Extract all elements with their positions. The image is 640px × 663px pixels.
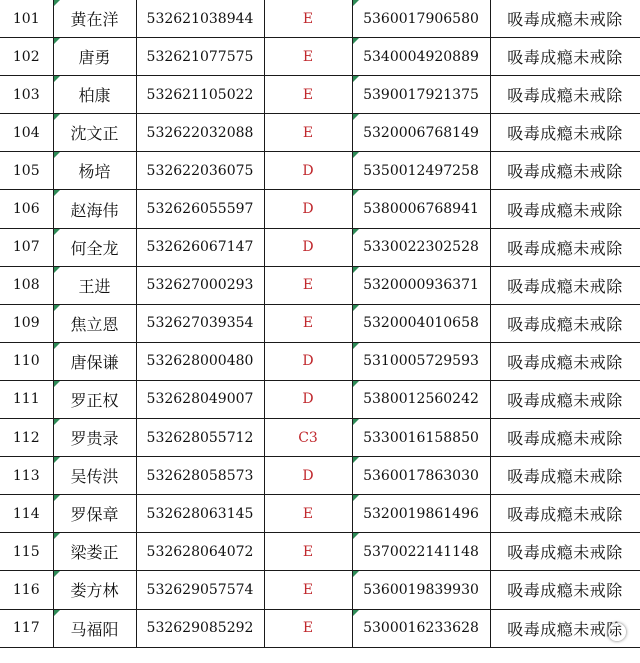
cell-reason[interactable]: 吸毒成瘾未戒除 [490,419,640,457]
cell-name[interactable]: 杨培 [53,152,136,190]
cell-name[interactable]: 罗贵录 [53,419,136,457]
cell-id-number[interactable]: 532628000480 [136,342,264,380]
cell-grade[interactable]: D [264,190,352,228]
cell-grade[interactable]: E [264,0,352,38]
cell-reason[interactable]: 吸毒成瘾未戒除 [490,380,640,418]
cell-code[interactable]: 5310005729593 [352,342,490,380]
cell-reason[interactable]: 吸毒成瘾未戒除 [490,304,640,342]
cell-code[interactable]: 5360017906580 [352,0,490,38]
cell-id-number[interactable]: 532621077575 [136,38,264,76]
table-row [0,190,640,228]
table-row [0,571,640,609]
cell-name[interactable]: 吴传洪 [53,457,136,495]
table-row [0,38,640,76]
cell-name[interactable]: 马福阳 [53,609,136,647]
cell-code[interactable]: 5380012560242 [352,380,490,418]
table-row [0,342,640,380]
cell-grade[interactable]: E [264,495,352,533]
cell-grade[interactable]: E [264,114,352,152]
cell-id-number[interactable]: 532629085292 [136,609,264,647]
table-row [0,419,640,457]
cell-code[interactable]: 5340004920889 [352,38,490,76]
cell-code[interactable]: 5380006768941 [352,190,490,228]
table-row [0,0,640,38]
cell-reason[interactable]: 吸毒成瘾未戒除 [490,0,640,38]
cell-id-number[interactable]: 532628058573 [136,457,264,495]
cell-number[interactable]: 112 [0,419,53,457]
cell-name[interactable]: 唐勇 [53,38,136,76]
cell-grade[interactable]: D [264,152,352,190]
cell-code[interactable]: 5390017921375 [352,76,490,114]
cell-reason[interactable]: 吸毒成瘾未戒除 [490,152,640,190]
table-row [0,228,640,266]
cell-id-number[interactable]: 532621105022 [136,76,264,114]
cell-code[interactable]: 5370022141148 [352,533,490,571]
cell-number[interactable]: 116 [0,571,53,609]
cell-reason[interactable]: 吸毒成瘾未戒除 [490,609,640,647]
cell-number[interactable]: 106 [0,190,53,228]
cell-grade[interactable]: E [264,609,352,647]
cell-reason[interactable]: 吸毒成瘾未戒除 [490,114,640,152]
cell-name[interactable]: 黄在洋 [53,0,136,38]
table-row [0,495,640,533]
cell-number[interactable]: 104 [0,114,53,152]
cell-code[interactable]: 5330022302528 [352,228,490,266]
cell-name[interactable]: 王进 [53,266,136,304]
cell-id-number[interactable]: 532628055712 [136,419,264,457]
cell-grade[interactable]: D [264,342,352,380]
cell-number[interactable]: 110 [0,342,53,380]
cell-id-number[interactable]: 532621038944 [136,0,264,38]
table-row [0,533,640,571]
cell-reason[interactable]: 吸毒成瘾未戒除 [490,266,640,304]
cell-id-number[interactable]: 532626055597 [136,190,264,228]
cell-reason[interactable]: 吸毒成瘾未戒除 [490,38,640,76]
wechat-icon [608,623,626,641]
cell-grade[interactable]: E [264,76,352,114]
cell-number[interactable]: 109 [0,304,53,342]
cell-grade[interactable]: D [264,228,352,266]
cell-number[interactable]: 101 [0,0,53,38]
cell-id-number[interactable]: 532629057574 [136,571,264,609]
cell-number[interactable]: 117 [0,609,53,647]
cell-number[interactable]: 114 [0,495,53,533]
cell-reason[interactable]: 吸毒成瘾未戒除 [490,495,640,533]
cell-name[interactable]: 唐保谦 [53,342,136,380]
cell-code[interactable]: 5320006768149 [352,114,490,152]
table-row [0,609,640,647]
cell-name[interactable]: 罗保章 [53,495,136,533]
cell-name[interactable]: 赵海伟 [53,190,136,228]
cell-reason[interactable]: 吸毒成瘾未戒除 [490,457,640,495]
cell-name[interactable]: 娄方林 [53,571,136,609]
cell-grade[interactable]: E [264,533,352,571]
cell-code[interactable]: 5320004010658 [352,304,490,342]
cell-reason[interactable]: 吸毒成瘾未戒除 [490,190,640,228]
cell-name[interactable]: 罗正权 [53,380,136,418]
cell-id-number[interactable]: 532628063145 [136,495,264,533]
cell-name[interactable]: 梁娄正 [53,533,136,571]
cell-grade[interactable]: E [264,266,352,304]
cell-name[interactable]: 焦立恩 [53,304,136,342]
cell-grade[interactable]: D [264,380,352,418]
cell-id-number[interactable]: 532627039354 [136,304,264,342]
cell-reason[interactable]: 吸毒成瘾未戒除 [490,76,640,114]
cell-name[interactable]: 沈文正 [53,114,136,152]
table-row [0,457,640,495]
cell-reason[interactable]: 吸毒成瘾未戒除 [490,571,640,609]
cell-reason[interactable]: 吸毒成瘾未戒除 [490,342,640,380]
cell-code[interactable]: 5300016233628 [352,609,490,647]
cell-name[interactable]: 柏康 [53,76,136,114]
cell-grade[interactable]: C3 [264,419,352,457]
cell-id-number[interactable]: 532627000293 [136,266,264,304]
cell-id-number[interactable]: 532628064072 [136,533,264,571]
cell-name[interactable]: 何全龙 [53,228,136,266]
cell-number[interactable]: 108 [0,266,53,304]
cell-code[interactable]: 5330016158850 [352,419,490,457]
table-row [0,114,640,152]
cell-code[interactable]: 5360019839930 [352,571,490,609]
table-row [0,380,640,418]
cell-code[interactable]: 5320000936371 [352,266,490,304]
table-row [0,152,640,190]
cell-grade[interactable]: D [264,457,352,495]
cell-code[interactable]: 5350012497258 [352,152,490,190]
cell-reason[interactable]: 吸毒成瘾未戒除 [490,228,640,266]
cell-grade[interactable]: E [264,38,352,76]
table-row [0,304,640,342]
cell-number[interactable]: 113 [0,457,53,495]
cell-number[interactable]: 111 [0,380,53,418]
cell-number[interactable]: 103 [0,76,53,114]
cell-number[interactable]: 115 [0,533,53,571]
cell-number[interactable]: 102 [0,38,53,76]
cell-number[interactable]: 105 [0,152,53,190]
table-row [0,266,640,304]
table-row [0,76,640,114]
cell-id-number[interactable]: 532622032088 [136,114,264,152]
cell-code[interactable]: 5320019861496 [352,495,490,533]
cell-code[interactable]: 5360017863030 [352,457,490,495]
cell-grade[interactable]: E [264,304,352,342]
cell-grade[interactable]: E [264,571,352,609]
cell-id-number[interactable]: 532622036075 [136,152,264,190]
cell-reason[interactable]: 吸毒成瘾未戒除 [490,533,640,571]
cell-id-number[interactable]: 532626067147 [136,228,264,266]
cell-id-number[interactable]: 532628049007 [136,380,264,418]
watermark [608,623,626,641]
cell-number[interactable]: 107 [0,228,53,266]
